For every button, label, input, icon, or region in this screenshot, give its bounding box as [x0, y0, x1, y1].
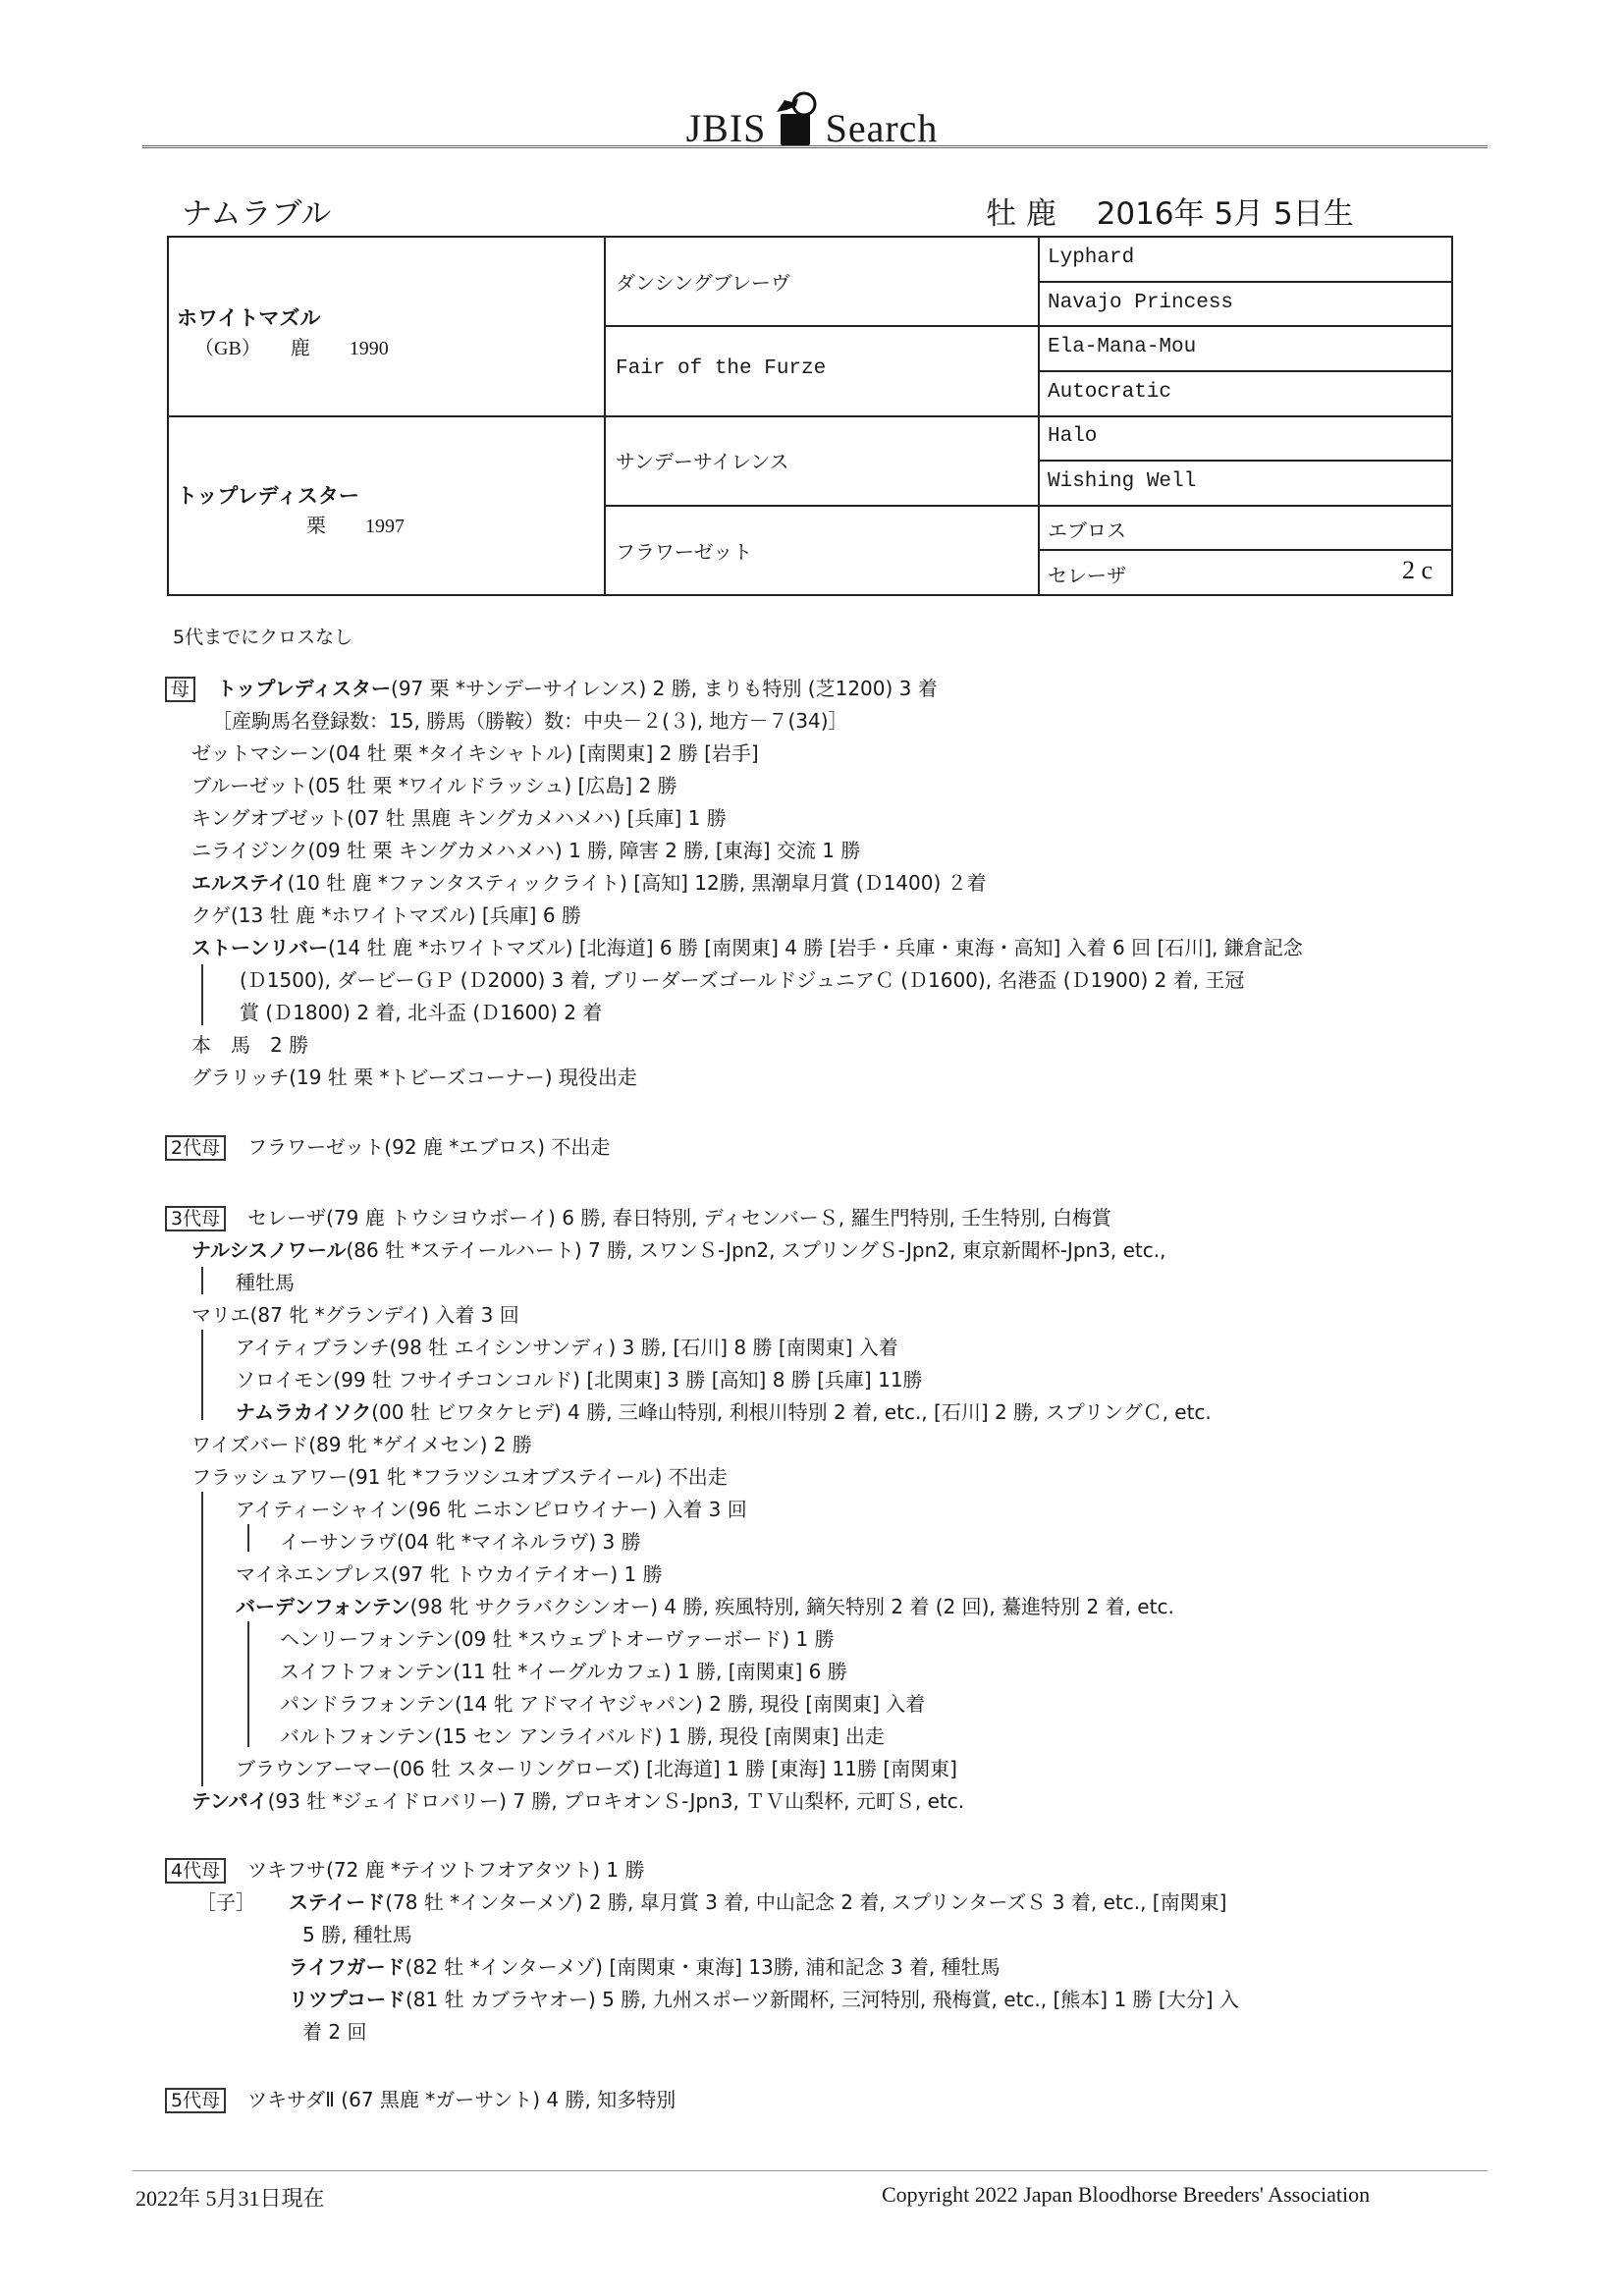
sire-details: （GB） 鹿 1990	[194, 338, 389, 359]
ancestor-sds: Ela-Mana-Mou	[1048, 336, 1197, 358]
logo-right-text: Search	[825, 106, 939, 150]
list-item: ワイズバード(89 牝 *ゲイメセン) 2 勝	[191, 1433, 532, 1456]
footer-date: 2022年 5月31日現在	[135, 2186, 325, 2211]
bracket-line	[247, 1621, 249, 1747]
pedigree-table	[167, 236, 1453, 596]
ancestor-dds: エブロス	[1048, 519, 1126, 542]
gen3-label: 3代母	[165, 1206, 226, 1231]
gen2-label: 2代母	[165, 1135, 226, 1161]
list-item: エルステイ(10 牡 鹿 *ファンタスティックライト) [高知] 12勝, 黒潮皐月賞 (Ｄ1400) ２着	[191, 871, 987, 895]
gen4-label: 4代母	[165, 1858, 226, 1884]
bracket-line	[201, 1267, 203, 1294]
gen4-children-tag: ［子］	[196, 1890, 255, 1914]
gen4-section-head	[165, 1854, 645, 1884]
list-item: マリエ(87 牝 *グランデイ) 入着 3 回	[191, 1303, 519, 1327]
list-item: スイフトフォンテン(11 牡 *イーグルカフェ) 1 勝, [南関東] 6 勝	[280, 1660, 847, 1683]
header-rule	[142, 145, 1488, 148]
list-item: 着 2 回	[302, 2020, 367, 2044]
gen5-section-head	[165, 2084, 676, 2113]
list-item: フラッシュアワー(91 牝 *フラツシユオブステイール) 不出走	[191, 1465, 728, 1489]
dam-produce-stats: ［産駒馬名登録数：15, 勝馬（勝鞍）数：中央－２(３), 地方－７(34)］	[212, 709, 848, 733]
list-item: ゼットマシーン(04 牡 栗 *タイキシャトル) [南関東] 2 勝 [岩手]	[191, 741, 759, 765]
ancestor-dss: Halo	[1048, 425, 1098, 448]
logo-left-text: JBIS	[685, 106, 767, 150]
horse-logo-icon	[773, 90, 818, 151]
footer-copyright: Copyright 2022 Japan Bloodhorse Breeders' Association	[882, 2182, 1371, 2207]
sire-dam: Fair of the Furze	[616, 357, 827, 380]
ancestor-sdd: Autocratic	[1048, 381, 1172, 404]
bracket-line	[247, 1524, 249, 1552]
list-item: キングオブゼット(07 牡 黒鹿 キングカメハメハ) [兵庫] 1 勝	[191, 806, 727, 830]
list-item: アイティーシャイン(96 牝 ニホンピロウイナー) 入着 3 回	[236, 1498, 747, 1521]
list-item: マイネエンプレス(97 牝 トウカイテイオー) 1 勝	[236, 1562, 663, 1586]
bracket-line	[201, 1492, 203, 1786]
dam-sire: サンデーサイレンス	[616, 450, 789, 473]
list-item: イーサンラヴ(04 牝 *マイネルラヴ) 3 勝	[280, 1530, 641, 1554]
list-item: パンドラフォンテン(14 牝 アドマイヤジャパン) 2 勝, 現役 [南関東] 入着	[280, 1692, 926, 1716]
list-item: ブラウンアーマー(06 牡 スターリングローズ) [北海道] 1 勝 [東海] 11勝 [南関東]	[236, 1757, 957, 1780]
jbis-search-logo	[0, 90, 1624, 151]
cross-note: 5代までにクロスなし	[173, 627, 353, 648]
sire-name: ホワイトマズル	[177, 306, 321, 330]
horse-name: ナムラブル	[182, 196, 332, 232]
ancestor-ddd: セレーザ	[1048, 564, 1126, 587]
dam-head-text: (97 栗 *サンデーサイレンス) 2 勝, まりも特別 (芝1200) 3 着	[391, 677, 938, 700]
dam-section-head	[165, 673, 938, 702]
list-item: クゲ(13 牡 鹿 *ホワイトマズル) [兵庫] 6 勝	[191, 903, 581, 927]
list-item: ステイード(78 牡 *インターメゾ) 2 勝, 皐月賞 3 着, 中山記念 2 着, スプリンターズＳ 3 着, etc., [南関東]	[289, 1890, 1227, 1914]
list-item: 本 馬 2 勝	[191, 1033, 309, 1057]
list-item: バルトフォンテン(15 セン アンライバルド) 1 勝, 現役 [南関東] 出走	[280, 1724, 885, 1748]
footer-rule	[133, 2170, 1488, 2171]
gen2-head-text: フラワーゼット(92 鹿 *エブロス) 不出走	[247, 1135, 611, 1159]
dam-name: トップレディスター	[177, 484, 359, 508]
bracket-line	[201, 964, 203, 1025]
list-item: 5 勝, 種牡馬	[302, 1923, 412, 1946]
list-item: アイティブランチ(98 牡 エイシンサンディ) 3 勝, [石川] 8 勝 [南関東] 入着	[236, 1336, 898, 1359]
gen4-head-text: ツキフサ(72 鹿 *テイツトフオアタツト) 1 勝	[247, 1858, 645, 1882]
list-item: ニライジンク(09 牡 栗 キングカメハメハ) 1 勝, 障害 2 勝, [東海] 交流 1 勝	[191, 839, 861, 862]
list-item: リツプコード(81 牡 カブラヤオー) 5 勝, 九州スポーツ新聞杯, 三河特別, 飛梅賞, etc., [熊本] 1 勝 [大分] 入	[289, 1988, 1239, 2011]
family-number: 2 c	[1402, 556, 1434, 584]
horse-info: 牡 鹿 2016年 5月 5日生	[986, 196, 1354, 232]
gen3-head-text: セレーザ(79 鹿 トウシヨウボーイ) 6 勝, 春日特別, ディセンバーＳ, 羅生門特別, 壬生特別, 白梅賞	[247, 1206, 1111, 1230]
list-item: ストーンリバー(14 牡 鹿 *ホワイトマズル) [北海道] 6 勝 [南関東] 4 勝 [岩手・兵庫・東海・高知] 入着 6 回 [石川], 鎌倉記念	[191, 936, 1303, 959]
list-item: ヘンリーフォンテン(09 牡 *スウェプトオーヴァーボード) 1 勝	[280, 1627, 835, 1651]
list-item: テンパイ(93 牡 *ジェイドロバリー) 7 勝, プロキオンＳ-Jpn3, ＴＶ山梨杯, 元町Ｓ, etc.	[191, 1789, 965, 1813]
list-item: グラリッチ(19 牡 栗 *トビーズコーナー) 現役出走	[191, 1066, 637, 1089]
dam-label: 母	[165, 677, 195, 702]
list-item: ソロイモン(99 牡 フサイチコンコルド) [北関東] 3 勝 [高知] 8 勝 [兵庫] 11勝	[236, 1368, 923, 1392]
gen3-section-head	[165, 1202, 1111, 1231]
dam-details: 栗 1997	[306, 516, 405, 537]
dam-dam: フラワーゼット	[616, 540, 753, 564]
ancestor-dsd: Wishing Well	[1048, 470, 1197, 493]
gen2-section-head	[165, 1131, 610, 1161]
gen5-label: 5代母	[165, 2088, 226, 2113]
list-item: 賞 (Ｄ1800) 2 着, 北斗盃 (Ｄ1600) 2 着	[240, 1001, 603, 1024]
list-item: 種牡馬	[236, 1271, 295, 1294]
bracket-line	[201, 1330, 203, 1420]
list-item: ナルシスノワール(86 牡 *ステイールハート) 7 勝, スワンＳ-Jpn2, スプリングＳ-Jpn2, 東京新聞杯-Jpn3, etc.,	[191, 1238, 1166, 1262]
dam-head-name: トップレディスター	[217, 677, 392, 700]
list-item: ナムラカイソク(00 牡 ビワタケヒデ) 4 勝, 三峰山特別, 利根川特別 2 着, etc., [石川] 2 勝, スプリングＣ, etc.	[236, 1400, 1212, 1424]
gen5-head-text: ツキサダⅡ (67 黒鹿 *ガーサント) 4 勝, 知多特別	[247, 2088, 677, 2111]
list-item: ライフガード(82 牡 *インターメゾ) [南関東・東海] 13勝, 浦和記念 3 着, 種牡馬	[289, 1955, 1001, 1979]
list-item: (Ｄ1500), ダービーＧＰ (Ｄ2000) 3 着, ブリーダーズゴールドジュニアＣ (Ｄ1600), 名港盃 (Ｄ1900) 2 着, 王冠	[240, 968, 1245, 992]
list-item: バーデンフォンテン(98 牝 サクラバクシンオー) 4 勝, 疾風特別, 鏑矢特別 2 着 (2 回), 驀進特別 2 着, etc.	[236, 1595, 1174, 1618]
ancestor-ssd: Navajo Princess	[1048, 292, 1234, 314]
sire-sire: ダンシングブレーヴ	[616, 271, 790, 295]
list-item: ブルーゼット(05 牡 栗 *ワイルドラッシュ) [広島] 2 勝	[191, 774, 677, 797]
ancestor-sss: Lyphard	[1048, 246, 1135, 269]
